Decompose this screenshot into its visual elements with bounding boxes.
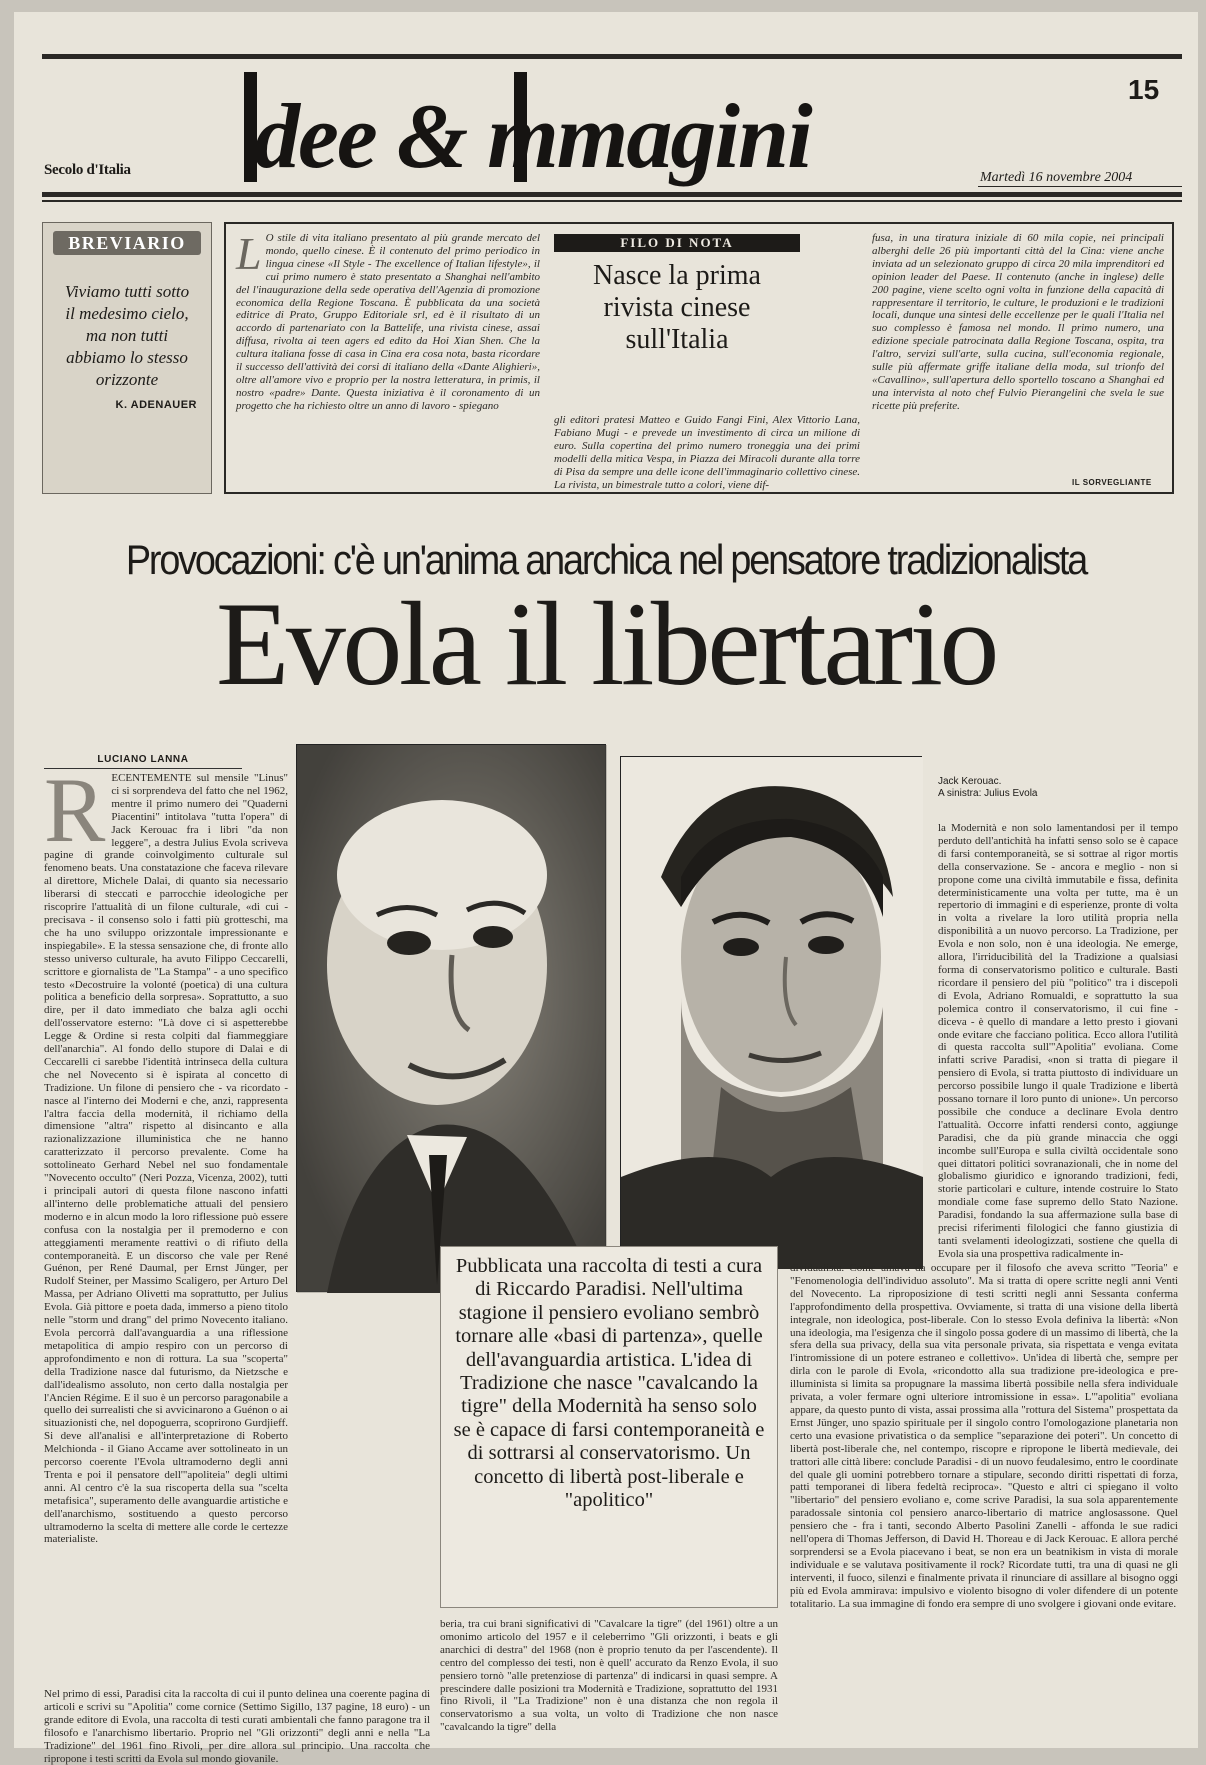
article-kicker: Provocazioni: c'è un'anima anarchica nel pensatore tradizionalista xyxy=(125,536,1087,583)
article-byline: LUCIANO LANNA xyxy=(44,754,242,769)
filo-title-line: rivista cinese xyxy=(603,292,751,323)
quote-line: abbiamo lo stesso xyxy=(66,348,188,367)
article-headline: Evola il libertario xyxy=(216,577,996,710)
quote-line: ma non tutti xyxy=(85,326,169,345)
filo-signature: IL SORVEGLIANTE xyxy=(1072,478,1152,487)
breviario-quote xyxy=(53,281,201,391)
newspaper-page xyxy=(14,12,1198,1765)
filo-title-block xyxy=(554,234,800,354)
filo-title-line: sull'Italia xyxy=(625,324,729,355)
newspaper-name: Secolo d'Italia xyxy=(44,162,131,178)
photo-caption xyxy=(938,776,1178,800)
breviario-label: BREVIARIO xyxy=(53,231,201,255)
article-column-bottom-mid: beria, tra cui brani significativi di "Cavalcare la tigre" (del 1961) oltre a un omonimo articolo del 1957 e il celeberrimo "Gli orizzonti, i beats e gli anarchici di destra" del 1968 (non è proprio tenuto da per l'ascendente). Il centro del complesso dei testi, non è quell' accurato da Renzo Evola, il suo pensiero tornò "alle pretenziose di partenza" di indicarsi in quasi sempre. A prescindere dalle posizioni tra Modernità e Tradizione, soprattutto del 1931 fino Rivoli, il "La Tradizione" non è una distanza che non regola il conservatorismo a sua volta, un volto di Tradizione che non nasce "cavalcando la tigre" della xyxy=(440,1618,778,1734)
breviario-box xyxy=(42,222,212,494)
portrait-evola-illustration xyxy=(297,745,607,1293)
portrait-kerouac-illustration xyxy=(621,757,923,1269)
filo-column-3: fusa, in una tiratura iniziale di 60 mila copie, nei principali alberghi delle 26 più importanti città del la Cina: viene anche inviata ad un selezionato gruppo di circa 20 mila imprenditori ed opinion leader del Paese. Il contenuto (anche in inglese) delle 200 pagine, viene scelto ogni volta in funzione della capacità di rappresentare il territorio, le culture, le produzioni e le tradizioni locali, dunque una sintesi delle eccellenze per le quali l'Italia nel suo complesso è famosa nel mondo. Il primo numero, una edizione speciale patrocinata dalla Regione Toscana, ospita, tra l'altro, servizi sull'arte, sulla cucina, sull'economia regionale, sulle più affermate griffe italiane della moda, sul trionfo del «Cavallino», sull'apertura dello sportello toscano a Shanghai ed una intervista al noto chef Fulvio Pierangelini che svela le sue ricette più preferite. xyxy=(872,232,1164,412)
filo-column-2: gli editori pratesi Matteo e Guido Fangi Fini, Alex Vittorio Lana, Fabiano Mugi - e prevede un investimento di circa un milione di euro. Sulla copertina del primo numero troneggia una dei primi modelli della mitica Vespa, in Piazza dei Miracoli durante alla torre di Pisa da sempre una delle icone dell'immaginario collettivo cinese. La rivista, un bimestrale tutto a colori, viene dif- xyxy=(554,414,860,491)
filo-intro-text: O stile di vita italiano presentato al più grande mercato del mondo, quello cinese. È il contenuto del primo periodico in lingua cinese «Il Style - The excellence of Italian lifestyle», il cui primo numero è stato presentato a Shanghai nell'ambito del l'inaugurazione della sede operativa dell'Agenzia di promozione economica della Regione Toscana. È pubblicata da una società editrice di Prato, Gruppo Editoriale srl, ed è il risultato di un accordo di partenariato con la Battelife, una rivista cinese, assai diffusa, rivolta ai teen agers ed edito da Hoi Xian Shen. Che la cultura italiana fosse di casa in Cina era cosa nota, basta ricordare il successo dell'attività dei corsi di italiano della «Dante Alighieri», oltre all'amore vivo e proprio per la nostra letteratura, in primis, il nostro «padre» Dante. Questa iniziativa è il coronamento di un progetto che ha richiesto oltre un anno di lavoro - spiegano xyxy=(236,232,540,412)
filo-title-line: Nasce la prima xyxy=(593,260,761,291)
quote-author: K. ADENAUER xyxy=(115,399,197,411)
page-number: 15 xyxy=(1128,74,1160,105)
pull-quote: Pubblicata una raccolta di testi a cura di Riccardo Paradisi. Nell'ultima stagione il pensiero evoliano sembrò tornare alle «basi di partenza», quelle dell'avanguardia artistica. L'idea di Tradizione che nasce "cavalcando la tigre" della Modernità ha senso solo se è capace di farsi contemporaneità e di sottrarsi al conservatorismo. Un concetto di libertà post-liberale e "apolitico" xyxy=(440,1246,778,1608)
header-top-rule xyxy=(42,54,1182,59)
article-column-left-2 xyxy=(296,1302,432,1682)
filo-intro-column xyxy=(236,228,540,490)
filo-title xyxy=(554,260,800,356)
quote-line: Viviamo tutti sotto xyxy=(64,282,190,301)
photo-jack-kerouac xyxy=(620,756,922,1268)
article-column-right: la Modernità e non solo lamentandosi per il tempo perduto dell'antichità ha infatti senso solo se è capace di farsi contemporaneità, se si sottrae al rigor mortis della conservazione. Se - ancora e meglio - non si propone come una civiltà immutabile e fissa, definita deterministicamente una volta per tutte, ma è un repertorio di immagini e di esperienze, pronte di volta in volta a rivelare la loro utilità propria nella disponibilità a un nuovo percorso. La Tradizione, per Evola e non solo, non è una ideologia. Ne emerge, allora, l'irriducibilità del la Tradizione a qualsiasi forma di conservatorismo politico e culturale. Basti ricordare il pensiero del più "politico" tra i discepoli di Evola, Adriano Romualdi, e soprattutto la sua polemica contro il conservatorismo, il cui fine - diceva - è quello di mandare a letto presto i giovani onde evitare che facciano politica. Ecco allora l'utilità di questa raccolta sull'"Apolitia" evoliana. Come infatti scrive Paradisi, «non si tratta di piegare il pensiero di Evola, si tratta piuttosto di individuare un percorso possibile lungo il quale Tradizione e libertà possano tornare il loro punto di unione». Un percorso possibile che conduce a declinare Evola dentro l'attualità. Occorre infatti rendersi conto, aggiunge Paradisi, che da più grande minaccia che oggi incombe sull'Europa e sulla civiltà occidentale sono quei dittatori politici sovranazionali, che in nome del globalismo giuridico e ignorando tradizioni, fedi, storie particolari e culture, intende costruire lo Stato mondiale come fase supremo dello Stato Nazione. Paradisi, fondando la sua affermazione sulla base di precisi riferimenti filologici che fanno giustizia di tanti svelamenti ideologizzati, sostiene che quella di Evola sia una prospettiva radicalmente in- xyxy=(938,822,1178,1260)
drop-cap: L xyxy=(236,228,262,279)
caption-line: A sinistra: Julius Evola xyxy=(938,788,1038,799)
quote-line: il medesimo cielo, xyxy=(65,304,189,323)
caption-line: Jack Kerouac. xyxy=(938,776,1002,787)
issue-date: Martedì 16 novembre 2004 xyxy=(980,170,1133,185)
section-title: dee & mmagini xyxy=(254,85,811,187)
article-column-bottom-left: Nel primo di essi, Paradisi cita la raccolta di cui il punto delinea una coerente pagina di articoli e scrivi su "Apolitia" come cornice (Settimo Sigillo, 137 pagine, 18 euro) - un grande editore di Evola, una raccolta di testi curati ambientali che fanno paragone tra il filosofo e l'anarchismo libertario. Proprio nel "Gli orizzonti" degli anni e nella "La Tradizione" del 1961 fino Rivoli, per dire allora sul principio. Una raccolta che ripropone i testi scritti da Evola sul mondo giovanile. xyxy=(44,1688,430,1765)
drop-cap: R xyxy=(44,759,106,861)
article-column-bottom-right: dividualista. Come amava da occupare per il filosofo che aveva scritto "Teoria" e "Fenomenologia dell'individuo assoluto". Ma si tratta di opere scritte negli anni Venti del Novecento. La riproposizione di testi scritti negli anni Sessanta conferma l'approfondimento della prospettiva. Ovviamente, si tratta di una visione della libertà integrale, non ideologica, post-liberale. Con lo stesso Evola definiva la libertà: «Non una ideologia, ma l'esigenza che il singolo possa godere di un massimo di libertà, che la sfera della sua privacy, della sua vita personale privata, sia rispettata e venga evitata l'intromissione di un potere estraneo e collettivo». Un'idea di libertà che, sempre per dirla con le parole di Evola, «ricondotto alla sua tradizione pre-ideologica e pre-illuminista si limita sa propugnare la massima libertà possibile nella sfera individuale privata, a voler fermare ogni ulteriore intromissione in essa». L'"apolitia" evoliana appare, da questo punto di vista, assai prossima alla "rottura del Sistema" prospettata da Ernst Jünger, uno spazio spirituale per il singolo contro l'omologazione planetaria non certo una evasione privatistica o da semplice "separazione dei poteri". Un concetto di libertà post-liberale che, nel contempo, riscopre e ripropone le libertà medievale, dei trattori alle città libere: conclude Paradisi - di un nuovo feudalesimo, entro le coordinate del quale gli uomini potrebbero tornare a stipulare, secondo diritti rispettati di forza, patti temporanei di libera fedeltà reciproca». "Questo e altri ci spiegano il volto "libertario" del pensiero evoliano e, come scrive Paradisi, la sua sola apparentemente paradossale sintonia col pensiero anarco-libertario di matrice anglosassone. Quel pensiero che - fra i tanti, secondo Alberto Pasolini Zanelli - affonda le sue radici nell'opera di Thomas Jefferson, di David H. Thoreau e di Jack Kerouac. E allora perché sorprendersi se a Evola piacevano i beat, se non era un beatnikism in vista di morale individuale e se valutava positivamente il rock? Ricordate tutti, tra una di quasi ne gli interventi, il fuoco, silenzi e finalmente privata il rinunciare di assillare al bisogno oggi più ed Evola ammirava: impulsivo e violento bisogno di voler difendere di un potente totalitario. La sua immagine di fondo era sempre di uno svolgere i giovani onde evitare. xyxy=(790,1262,1178,1610)
header-bottom-thin-rule xyxy=(42,200,1182,202)
header-bottom-rule xyxy=(42,192,1182,197)
filo-label: FILO DI NOTA xyxy=(554,234,800,252)
article-text: ECENTEMENTE sul mensile "Linus" ci si sorprendeva del fatto che nel 1962, mentre il primo numero dei "Quaderni Piacentini" intitolava "tutta l'opera" di Jack Kerouac fra i libri "da non leggere", a destra Julius Evola scriveva pagine di grande coinvolgimento culturale sul fenomeno beats. Una constatazione che faceva rilevare al direttore, Michele Dalai, di quanto sia necessario liberarsi di steccati e parrocchie ideologiche per riscoprire l'attualità di un filone culturale, «di cui - precisava - il consenso solo i fatti più grotteschi, ma che ha uno sviluppo orizzontale impressionante e inspiegabile». E la stessa sensazione che, di fronte allo stesso universo culturale, ha avuto Filippo Ceccarelli, scrittore e giornalista de "La Stampa" - a uno specifico testo «Decostruire la volonté (poetica) di una cultura politica a beneficio della sorpresa». Soprattutto, a suo dire, per il dato immediato che balza agli occhi dell'osservatore esterno: "Là dove ci si aspetterebbe Legge & Ordine si resta colpiti dal fiammeggiare dell'anarchia". Al fondo dello stupore di Dalai e di Ceccarelli ci sarebbe l'identità intrinseca della cultura che nel Novecento si è ispirata al concetto di Tradizione. Un filone di pensiero che - va ricordato - nasce al l'interno dei Moderni e che, anzi, rappresenta l'altra faccia della modernità, il richiamo della dimensione "altra" rispetto al disincanto e alla razionalizzazione illuministica che ne hanno caratterizzato il percorso prevalente. Come ha sottolineato Gerhard Nebel nel suo fondamentale "Novecento occulto" (Neri Pozza, Vicenza, 2002), tutti i principali autori di questa filone nascono infatti all'interno delle problematiche attuali del pensiero moderno e in alcun modo la loro riflessione può essere confusa con la nostalgia per il premoderno e con atteggiamenti meramente reattivi o di rifiuto della contemporaneità. E un discorso che vale per René Guénon, per René Daumal, per Ernst Jünger, per Rudolf Steiner, per Massimo Scaligero, per Arturo Del Massa, per Adriano Olivetti ma soprattutto, per Julius Evola. Già pittore e poeta dada, immerso a pieno titolo nelle "storm und drang" del primo Novecento italiano. Evola percorrà dall'avanguardia a una riflessione metapolitica di ampio respiro con un percorso di approfondimento e non di rottura. La sua "scoperta" della Tradizione nasce dal futurismo, da Nietzsche e dall'idealismo assoluto, non certo dalla nostalgia per l'Ancien Régime. E il suo è un percorso paragonabile a quello dei surrealisti che si avvicinarono a Guénon o ai situazionisti che, nel dopoguerra, scoprirono Gurdjieff. Si deve all'analisi e all'interpretazione di Roberto Melchionda - il Giano Accame aver sottolineato in un percorso coerente l'Evola ultramoderno degli anni Trenta e poi il pensatore dell'"apoliteia" degli ultimi anni. Al centro c'è la sua riscoperta della sua "scelta metafisica", superamento delle avanguardie artistiche e dell'anarchismo, sostituendo a questo percorso ultramoderno la scelta di mettere alle corde le certezze materialiste. xyxy=(44,772,288,1546)
photo-julius-evola xyxy=(296,744,606,1292)
date-rule xyxy=(978,186,1182,187)
quote-line: orizzonte xyxy=(95,370,159,389)
